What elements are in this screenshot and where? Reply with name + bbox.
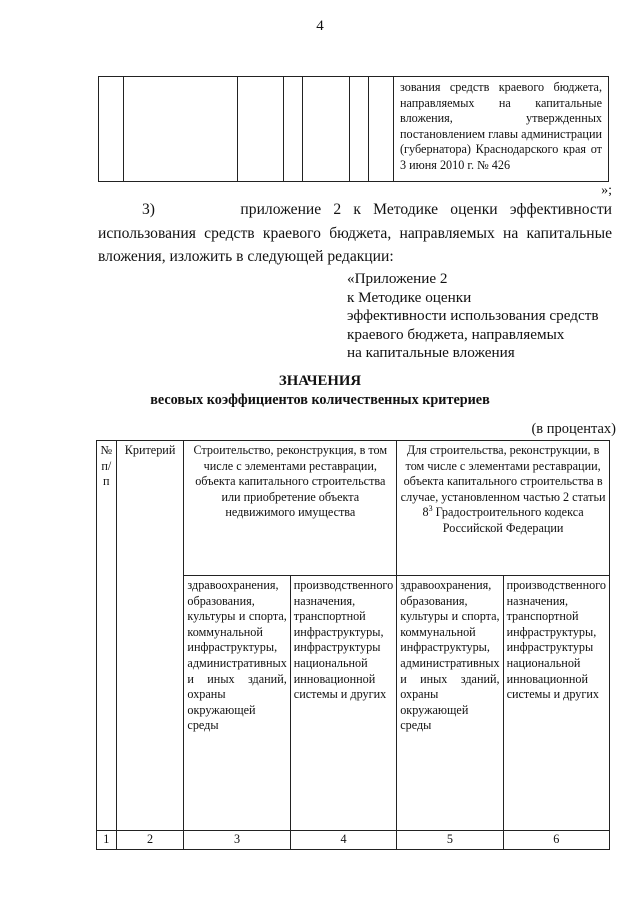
closing-quote: »; [601,183,612,198]
empty-cell [238,77,284,182]
appendix-line: на капитальные вложения [347,344,515,362]
column-number: 5 [397,831,503,850]
empty-cell [99,77,124,182]
column-number: 4 [290,831,396,850]
header-group-special-text: Для строительства, реконструкции, в том числе с элементами реставрации, объекта капитального строительства в случае, установленном частью 2 статьи 8 [400,443,606,520]
column-number: 2 [116,831,184,850]
paragraph-number: 3) [142,201,155,218]
appendix-line: «Приложение 2 [347,270,448,287]
coefficients-table [96,440,610,850]
continuation-table [98,76,609,182]
header-group-special-tail: Градостроительного кодекса Российской Федерации [432,505,584,535]
page-number: 4 [316,18,324,34]
subheader-col6: производственного назначения, транспортной инфраструктуры, инфраструктуры национальной инновационной системы и других [503,576,609,831]
appendix-line: к Методике оценки [347,288,472,306]
document-subtitle: весовых коэффициентов количественных критериев [150,392,490,408]
subheader-col4: производственного назначения, транспортной инфраструктуры, инфраструктуры национальной инновационной системы и других [290,576,396,831]
empty-cell [369,77,394,182]
appendix-line: краевого бюджета, направляемых [347,325,565,343]
column-number: 1 [97,831,117,850]
empty-cell [284,77,303,182]
superscript: 3 [428,504,433,514]
header-criterion: Критерий [116,441,184,831]
continuation-text: зования средств краевого бюджета, направляемых на капитальные вложения, утвержденных постановлением главы администрации (губернатора) Краснодарского края от 3 июня 2010 г. № 426 [394,77,609,182]
amendment-paragraph [98,198,612,269]
appendix-heading [347,270,599,363]
empty-cell [124,77,238,182]
column-number: 6 [503,831,609,850]
header-group-special [397,441,610,576]
document-title: ЗНАЧЕНИЯ [278,373,362,389]
empty-cell [303,77,350,182]
appendix-line: эффективности использования средств [347,307,599,325]
units-note: (в процентах) [531,421,616,437]
header-group-construction: Строительство, реконструкция, в том числе с элементами реставрации, объекта капитального строительства или приобретение объекта недвижимого имущества [184,441,397,576]
column-number: 3 [184,831,290,850]
paragraph-text: приложение 2 к Методике оценки эффективности использования средств краевого бюджета, направляемых на капитальные вложения, изложить в следующей редакции: [98,201,612,265]
empty-cell [350,77,369,182]
subheader-col3: здравоохранения, образования, культуры и спорта, коммунальной инфраструктуры, административных и иных зданий, охраны окружающей среды [184,576,290,831]
subheader-col5: здравоохранения, образования, культуры и спорта, коммунальной инфраструктуры, административных и иных зданий, охраны окружающей среды [397,576,503,831]
header-number: № п/п [97,441,117,831]
